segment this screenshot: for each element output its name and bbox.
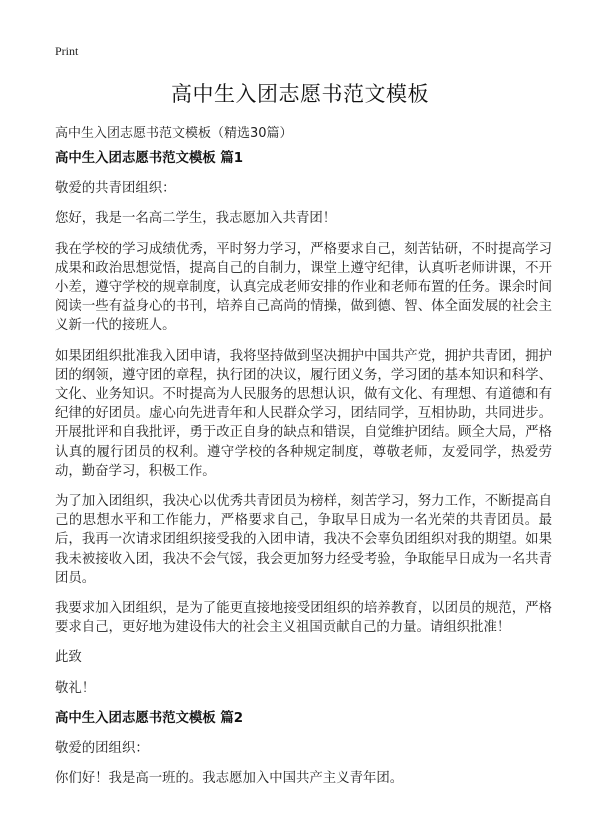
body-paragraph: 你们好！我是高一班的。我志愿加入中国共产主义青年团。 [55,771,404,787]
document-body [55,149,552,799]
body-paragraph: 如果团组织批准我入团申请，我将坚持做到坚决拥护中国共产党，拥护共青团，拥护团的纲领，遵守团的章程，执行团的决议，履行团义务，学习团的基本知识和科学、文化、业务知识。不时提高为人民服务的思想认识，做有文化、有理想、有道德和有纪律的好团员。虚心向先进青年和人民群众学习，团结同学，互相协助，共同进步。开展批评和自我批评，勇于改正自身的缺点和错误，自觉维护团结。顾全大局，严格认真的履行团员的权利。遵守学校的各种规定制度，尊敬老师，友爱同学，热爱劳动，勤奋学习，积极工作。 [55,348,552,479]
section-heading: 高中生入团志愿书范文模板 篇1 [55,151,244,166]
body-paragraph: 您好，我是一名高二学生，我志愿加入共青团！ [55,211,337,227]
closing-line: 此致 [55,650,82,666]
section-heading: 高中生入团志愿书范文模板 篇2 [55,710,244,726]
print-link[interactable]: Print [55,44,79,58]
document-subtitle: 高中生入团志愿书范文模板（精选30篇） [55,126,293,141]
closing-line: 敬礼！ [55,680,96,696]
body-paragraph: 为了加入团组织，我决心以优秀共青团员为榜样，刻苦学习，努力工作，不断提高自己的思想水平和工作能力，严格要求自己，争取早日成为一名光荣的共青团员。最后，我再一次请求团组织接受我的入团申请，我决不会辜负团组织对我的期望。如果我未被接收入团，我决不会气馁，我会更加努力经受考验，争取能早日成为一名共青团员。 [55,494,552,586]
body-paragraph: 我在学校的学习成绩优秀，平时努力学习，严格要求自己，刻苦钻研，不时提高学习成果和政治思想觉悟，提高自己的自制力，课堂上遵守纪律，认真听老师讲课，不开小差，遵守学校的规章制度，认真完成老师安排的作业和老师布置的任务。课余时间阅读一些有益身心的书刊，培养自己高尚的情操，做到德、智、体全面发展的社会主义新一代的接班人。 [55,241,552,334]
page-title: 高中生入团志愿书范文模板 [171,82,429,106]
body-paragraph: 我要求加入团组织，是为了能更直接地接受团组织的培养教育，以团员的规范，严格要求自己，更好地为建设伟大的社会主义祖国贡献自己的力量。请组织批准！ [55,601,552,636]
salutation: 敬爱的共青团组织： [55,181,176,197]
salutation: 敬爱的团组织： [55,741,149,757]
